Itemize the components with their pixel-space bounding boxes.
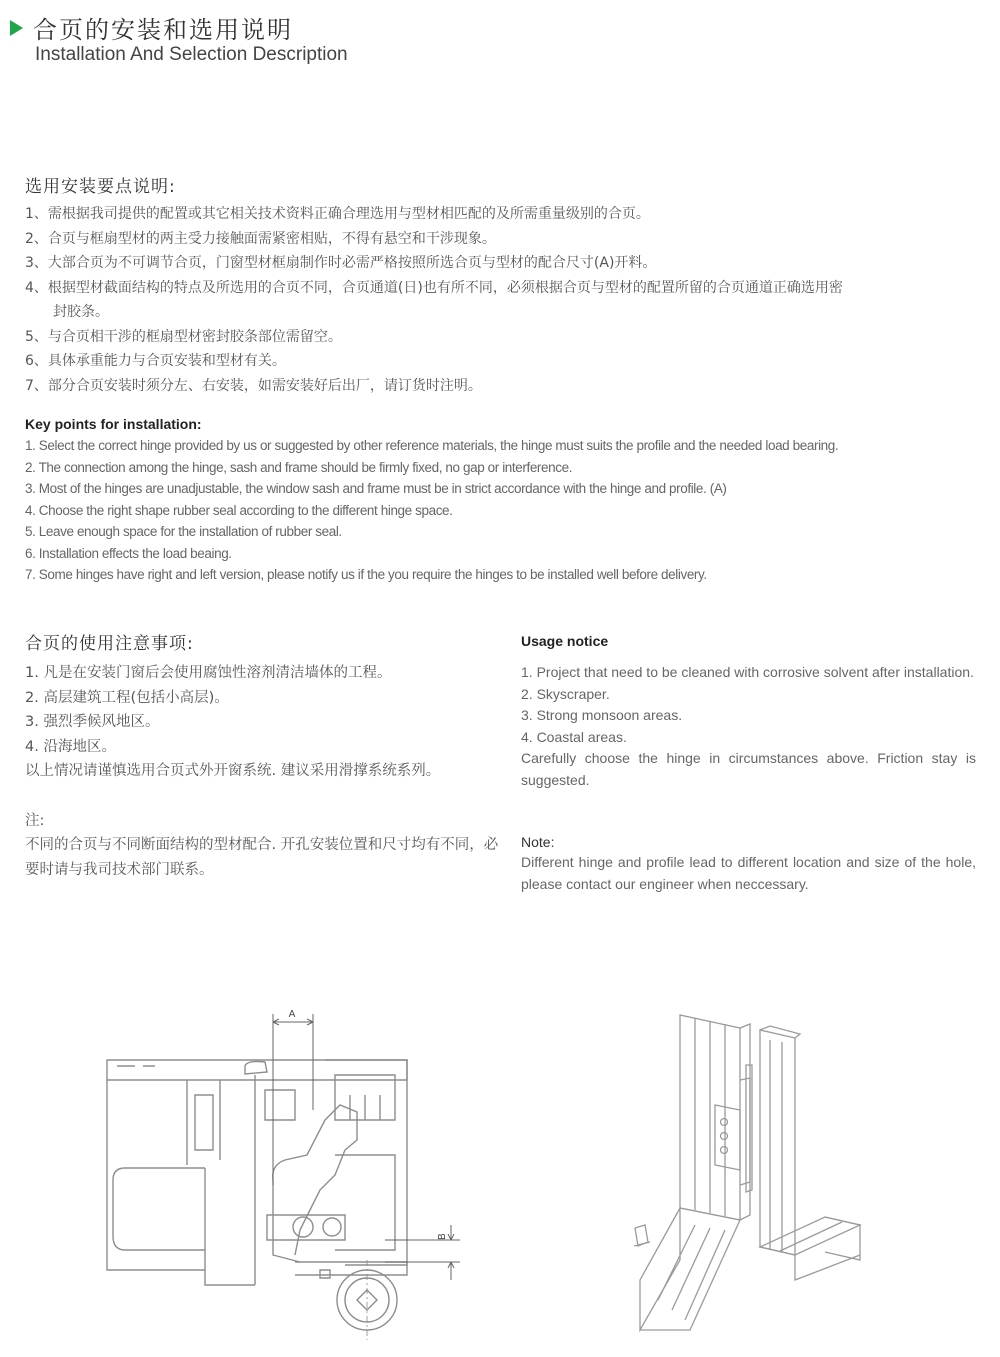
en-points-heading: Key points for installation: <box>25 416 202 432</box>
list-item: 3、大部合页为不可调节合页，门窗型材框扇制作时必需严格按照所选合页与型材的配合尺寸(A)开料。 <box>25 255 657 271</box>
dimension-a-label: A <box>288 1009 296 1020</box>
list-item: 5. Leave enough space for the installation of rubber seal. <box>25 524 342 539</box>
hinge-cross-section-drawing <box>95 1000 475 1345</box>
note-cn-label: 注: <box>25 813 45 829</box>
green-arrow-icon <box>10 20 23 36</box>
usage-en-heading: Usage notice <box>521 633 609 649</box>
dimension-b-label: B <box>437 1233 448 1240</box>
usage-en-summary: Carefully choose the hinge in circumstances above. Friction stay is suggested. <box>521 750 976 788</box>
list-item: 7. Some hinges have right and left version, please notify us if the you require the hinges to be installed well before delivery. <box>25 567 707 582</box>
list-item: 4、根据型材截面结构的特点及所选用的合页不同，合页通道(日)也有所不同，必须根据合页与型材的配置所留的合页通道正确选用密 <box>25 279 843 296</box>
list-item: 7、部分合页安装时须分左、右安装，如需安装好后出厂，请订货时注明。 <box>25 377 482 394</box>
list-item: 3. Most of the hinges are unadjustable, the window sash and frame must be in strict accordance with the hinge and profile. (A) <box>25 481 727 496</box>
note-cn-text: 不同的合页与不同断面结构的型材配合. 开孔安装位置和尺寸均有不同，必要时请与我司技术部门联系。 <box>25 837 499 878</box>
list-item: 1、需根据我司提供的配置或其它相关技术资料正确合理选用与型材相匹配的及所需重量级别的合页。 <box>25 206 650 222</box>
list-item: 4. Choose the right shape rubber seal according to the different hinge space. <box>25 502 453 518</box>
list-item: 1. Project that need to be cleaned with corrosive solvent after installation. <box>521 664 974 680</box>
list-item: 2. Skyscraper. <box>521 685 610 702</box>
hinge-corner-isometric-drawing <box>620 1010 870 1340</box>
note-en-text: Different hinge and profile lead to different location and size of the hole, please contact our engineer when neccessary. <box>521 854 976 892</box>
list-item: 3. Strong monsoon areas. <box>521 707 683 723</box>
list-item: 1. Select the correct hinge provided by us or suggested by other reference materials, the hinge must suits the profile and the needed load bearing. <box>25 438 839 453</box>
en-points-list <box>25 435 985 586</box>
note-en-label: Note: <box>521 834 555 850</box>
usage-en-block <box>521 662 976 791</box>
usage-cn-heading: 合页的使用注意事项: <box>25 634 194 654</box>
list-item: 4. 沿海地区。 <box>25 738 116 755</box>
list-item: 2. The connection among the hinge, sash and frame should be firmly fixed, no gap or interference. <box>25 459 573 475</box>
list-item-continuation: 封胶条。 <box>53 304 109 320</box>
list-item: 6、具体承重能力与合页安装和型材有关。 <box>25 353 286 369</box>
list-item: 2、合页与框扇型材的两主受力接触面需紧密相贴，不得有悬空和干涉现象。 <box>25 230 496 247</box>
cn-points-list <box>25 202 975 398</box>
list-item: 4. Coastal areas. <box>521 728 627 745</box>
list-item: 3. 强烈季候风地区。 <box>25 714 160 730</box>
page-title-cn: 合页的安装和选用说明 <box>33 16 293 44</box>
list-item: 6. Installation effects the load beaing. <box>25 545 232 561</box>
cn-points-heading: 选用安装要点说明: <box>25 177 176 197</box>
usage-cn-list <box>25 661 505 784</box>
list-item: 5、与合页相干涉的框扇型材密封胶条部位需留空。 <box>25 328 342 345</box>
usage-cn-summary: 以上情况请谨慎选用合页式外开窗系统. 建议采用滑撑系统系列。 <box>25 763 441 779</box>
list-item: 1. 凡是在安装门窗后会使用腐蚀性溶剂清洁墙体的工程。 <box>25 665 392 681</box>
list-item: 2. 高层建筑工程(包括小高层)。 <box>25 689 229 706</box>
page-title-en: Installation And Selection Description <box>35 44 348 65</box>
